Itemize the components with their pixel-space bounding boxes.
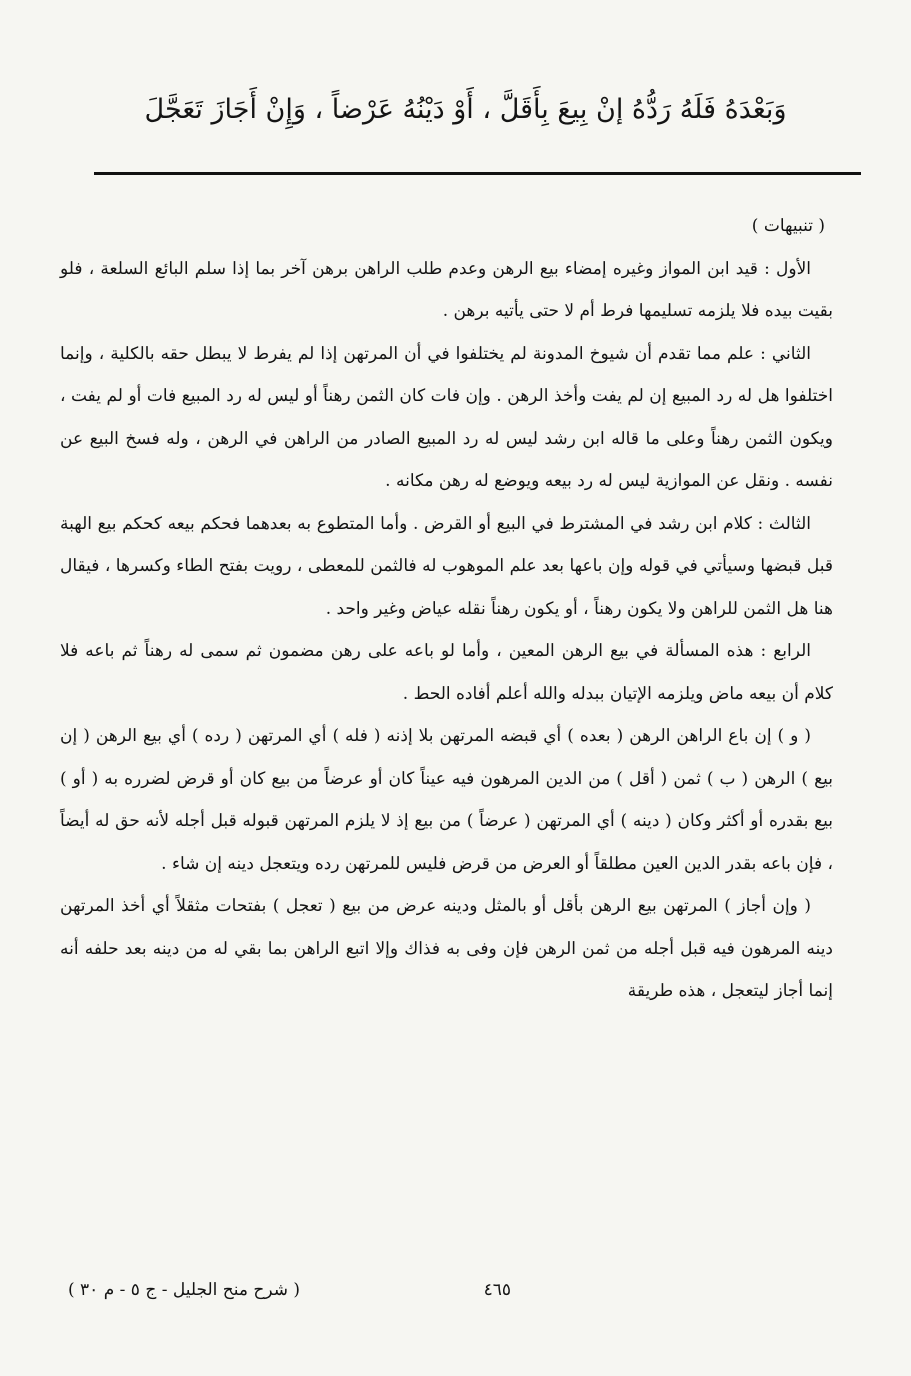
paragraph-third-note: الثالث : كلام ابن رشد في المشترط في البيع أو القرض . وأما المتطوع به بعدهما فحكم بيعه كحكم بيع الهبة قبل قبضها وسيأتي في قوله وإن باعها بعد علم الموهوب له فالثمن للمعطى ، رويت بفتح الطاء وكسرها ، فيقال هنا هل الثمن للراهن ولا يكون رهناً ، أو يكون رهناً نقله عياض وغير واحد . xyxy=(60,513,833,619)
paragraph-second-note: الثاني : علم مما تقدم أن شيوخ المدونة لم يختلفوا في أن المرتهن إذا لم يفرط لا يبطل حقه بالكلية ، وإنما اختلفوا هل له رد المبيع إن لم يفت وأخذ الرهن . وإن فات كان الثمن رهناً أو ليس له رد المبيع فات أو لم يفت ، ويكون الثمن رهناً وعلى ما قاله ابن رشد ليس له رد المبيع الصادر من الراهن في الرهن ، وله فسخ البيع عن نفسه . ونقل عن الموازية ليس له رد بيعه ويوضع له رهن مكانه . xyxy=(60,343,833,491)
book-reference: ( شرح منح الجليل - ج ٥ - م ٣٠ ) xyxy=(68,1280,301,1300)
paragraph-commentary-sale: ( و ) إن باع الراهن الرهن ( بعده ) أي قبضه المرتهن بلا إذنه ( فله ) أي المرتهن ( رده ) أي بيع الرهن ( إن بيع ) الرهن ( ب ) ثمن ( أقل ) من الدين المرهون فيه عيناً كان أو عرضاً من بيع كان أو قرض لضرره به ( أو ) بيع بقدره أو أكثر وكان ( دينه ) أي المرتهن ( عرضاً ) من بيع إذ لا يلزم المرتهن قبوله قبل أجله لأنه حق له أيضاً ، فإن باعه بقدر الدين العين مطلقاً أو العرض من قرض فليس للمرتهن رده ويتعجل دينه إن شاء . xyxy=(60,726,833,874)
section-heading: ( تنبيهات ) xyxy=(751,216,825,236)
page-footer xyxy=(60,1276,851,1316)
page-number: ٤٦٥ xyxy=(483,1280,511,1300)
commentary-matn-line: وَبَعْدَهُ فَلَهُ رَدُّهُ إنْ بِيعَ بِأَقَلَّ ، أَوْ دَيْنُهُ عَرْضاً ، وَإِنْ أَجَازَ تَعَجَّلَ xyxy=(144,94,787,125)
header-divider xyxy=(94,172,861,175)
paragraph-fourth-note: الرابع : هذه المسألة في بيع الرهن المعين ، وأما لو باعه على رهن مضمون ثم سمى له رهناً ثم باعه فلا كلام أن بيعه ماض ويلزمه الإتيان ببدله والله أعلم أفاده الحط . xyxy=(60,641,833,704)
paragraph-first-note: الأول : قيد ابن المواز وغيره إمضاء بيع الرهن وعدم طلب الراهن برهن آخر بما إذا سلم البائع السلعة ، فلو بقيت بيده فلا يلزمه تسليمها فرط أم لا حتى يأتيه برهن . xyxy=(60,258,833,321)
commentary-body xyxy=(60,205,833,1013)
paragraph-commentary-permission: ( وإن أجاز ) المرتهن بيع الرهن بأقل أو بالمثل ودينه عرض من بيع ( تعجل ) بفتحات مثقلاً أي أخذ المرتهن دينه المرهون فيه قبل أجله من ثمن الرهن فإن وفى به فذاك وإلا اتبع الراهن بما بقي له من دينه بعد حلفه أنه إنما أجاز ليتعجل ، هذه طريقة xyxy=(60,896,833,1001)
